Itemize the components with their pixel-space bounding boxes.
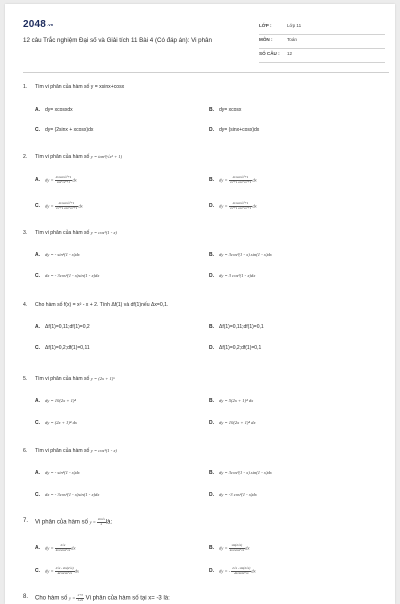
option-d[interactable]: D. dy = $\frac{\text{2x tan√x²+1}}{\text{√x²+1 cos²√x²+1}}$ dx — [209, 201, 257, 210]
option-d[interactable]: D. dy= (sinx+cosx)dx — [209, 127, 260, 133]
question-text: Tìm vi phân của hàm số y = cos²(1 - x) — [35, 230, 117, 236]
option-d[interactable]: D. dy = 10(2x + 1)⁴ dx — [209, 420, 256, 426]
option-c[interactable]: C. dx = - 3cos²(1 - x)sin(1 - x)dx — [35, 273, 100, 279]
divider — [23, 72, 389, 73]
info-row-class — [259, 22, 385, 35]
question-number: 4. — [23, 302, 28, 308]
question-text: Vi phân của hàm số y = $\frac{\sin√x}{x}$ là: — [35, 517, 113, 526]
count-label: SỐ CÂU : — [259, 51, 280, 56]
option-a[interactable]: A. Δf(1)=0,11;df(1)=0,2 — [35, 324, 90, 330]
site-logo[interactable] — [23, 19, 53, 30]
option-b[interactable]: B. dy= xcosx — [209, 107, 242, 113]
option-a[interactable]: A. dy = - sin²(1 - x)dx — [35, 252, 80, 258]
option-d[interactable]: D. Δf(1)=0,2;df(1)=0,1 — [209, 345, 262, 351]
question-number: 3. — [23, 230, 28, 236]
option-d[interactable]: D. dy = -3 cos²(1 - x)dx — [209, 492, 257, 498]
option-d[interactable]: D. dy = - $\frac{2√x - \sin(2√x)}{\text{4x√xcos²√x}}$ dx — [209, 566, 256, 575]
option-b[interactable]: B. dy = 5(2x + 1)⁴ dx — [209, 398, 254, 404]
class-label: LỚP : — [259, 23, 272, 28]
class-value: Lớp 11 — [287, 23, 302, 28]
option-a[interactable]: A. dy = 10(2x + 1)⁴ — [35, 398, 77, 404]
info-box — [259, 22, 385, 64]
subject-label: MÔN : — [259, 37, 273, 42]
question-equation: y = tan²(√x² + 1) — [90, 154, 123, 159]
option-b[interactable]: B. dy = 3cos²(1 - x).sin(1 - x)dx — [209, 252, 272, 258]
logo-suffix: .vn — [47, 21, 54, 27]
option-b[interactable]: B. dy = 3cos²(1 - x).sin(1 - x)dx — [209, 470, 272, 476]
page-title: 12 câu Trắc nghiệm Đại số và Giải tích 11 Bài 4 (Có đáp án): Vi phân — [23, 37, 212, 44]
count-value: 12 — [287, 51, 293, 56]
option-a[interactable]: A. dy= xcosxdx — [35, 107, 73, 113]
question-number: 1. — [23, 84, 28, 90]
question-text: Tìm vi phân của hàm số y = (2x + 1)⁵ — [35, 376, 115, 382]
question-text: Tìm vi phân của hàm số y = xsinx+cosx — [35, 84, 125, 90]
question-number: 2. — [23, 154, 28, 160]
option-c[interactable]: C. dy = (2x + 1)⁴ dx — [35, 420, 77, 426]
option-c[interactable]: C. Δf(1)=0,2;df(1)=0,11 — [35, 345, 90, 351]
option-a[interactable]: A. dy = - sin²(1 - x)dx — [35, 470, 80, 476]
question-equation: y = cos³(1 - x) — [90, 448, 117, 453]
option-c[interactable]: C. dy = $\frac{2√x - \sin(2√x)}{\text{4x√xcos²√x}}$ dx — [35, 566, 79, 575]
subject-value: Toán — [287, 37, 297, 42]
option-d[interactable]: D. dy = 3 cos²(1 - x)dx — [209, 273, 256, 279]
option-a[interactable]: A. dy = $\frac{2√x}{\text{4x√xcos²√x}}$ dx — [35, 543, 76, 552]
question-number: 6. — [23, 448, 28, 454]
info-row-subject — [259, 36, 385, 49]
option-b[interactable]: B. dy = $\frac{\sin(2√x)}{\text{4x√xcos²√x}}$ dx — [209, 543, 250, 552]
option-c[interactable]: C. dy= (2sinx + xcosx)dx — [35, 127, 94, 133]
option-b[interactable]: B. dy = $\frac{\text{2x tan√x²+1}}{\text{√x²+1 cos²√x²+1}}$ dx — [209, 175, 257, 184]
question-text: Cho hàm số f(x) = x² - x + 2. Tính Δf(1) và df(1)nếu Δx=0,1. — [35, 302, 169, 308]
question-number: 5. — [23, 376, 28, 382]
question-text: Cho hàm số y = $\frac{x+3}{1-2x}$ Vi phân của hàm số tại x= -3 là: — [35, 593, 170, 602]
question-equation: y = cos²(1 - x) — [90, 230, 117, 235]
info-row-count — [259, 50, 385, 63]
question-number: 7. — [23, 518, 29, 524]
question-number: 8. — [23, 594, 29, 600]
option-a[interactable]: A. dy = $\frac{\text{2x tan√x²+1}}{\text{cos²√x²+1}}$ dx — [35, 175, 77, 184]
logo-text: 2048 — [23, 19, 47, 30]
question-text: Tìm vi phân của hàm số y = tan²(√x² + 1) — [35, 154, 123, 160]
option-c[interactable]: C. dx = - 3cos²(1 - x)sin(1 - x)dx — [35, 492, 100, 498]
option-b[interactable]: B. Δf(1)=0,11;df(1)=0,1 — [209, 324, 264, 330]
option-c[interactable]: C. dy = $\frac{\text{2x tan√x²+1}}{\text{√x²+1 cos²√x²+1}}$ dx — [35, 201, 83, 210]
question-text: Tìm vi phân của hàm số y = cos³(1 - x) — [35, 448, 117, 454]
question-equation: y = (2x + 1)⁵ — [90, 376, 115, 381]
document-page — [5, 4, 395, 604]
